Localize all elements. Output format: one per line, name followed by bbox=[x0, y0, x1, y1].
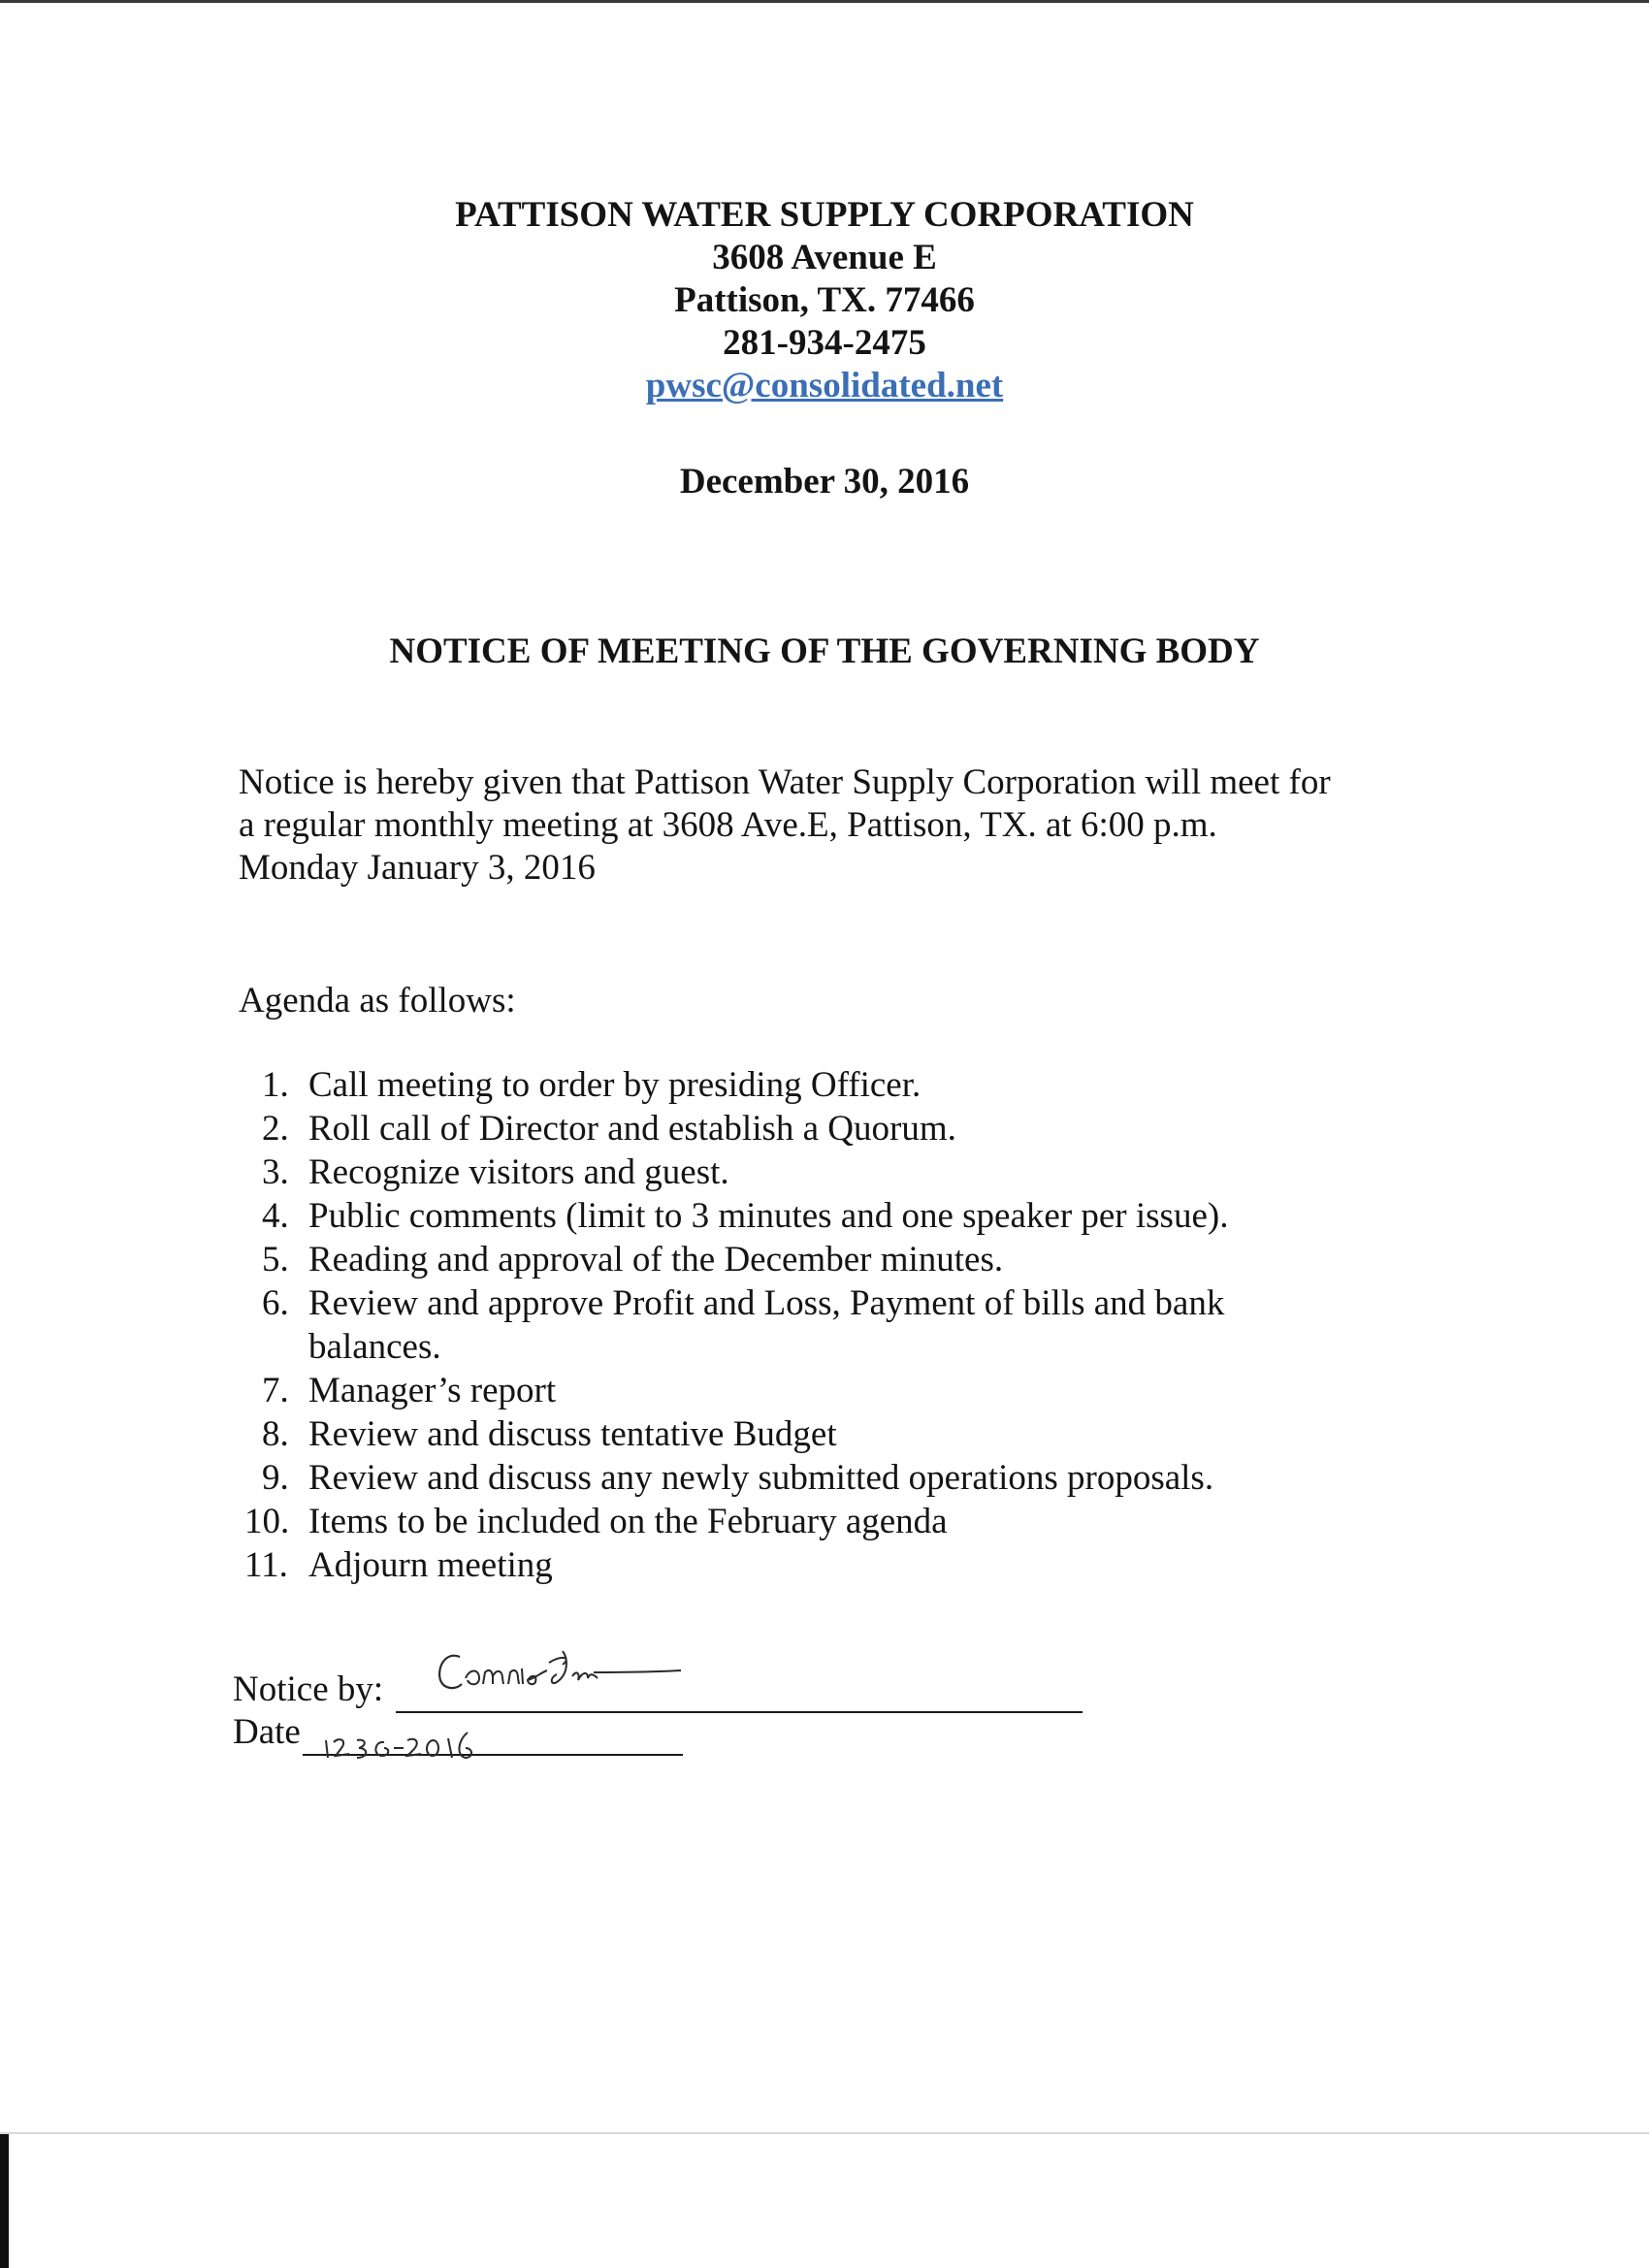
handwritten-date bbox=[320, 1719, 543, 1767]
notice-date: December 30, 2016 bbox=[679, 462, 970, 502]
agenda-item bbox=[239, 1150, 1403, 1194]
agenda-item-text: Manager’s report bbox=[308, 1371, 557, 1410]
agenda-item-text: Review and discuss any newly submitted operations proposals. bbox=[308, 1458, 1214, 1498]
scan-top-edge bbox=[0, 0, 1649, 3]
document-title: NOTICE OF MEETING OF THE GOVERNING BODY bbox=[389, 632, 1260, 671]
agenda-item bbox=[239, 1456, 1403, 1500]
agenda-item-text: Call meeting to order by presiding Officer. bbox=[308, 1065, 922, 1105]
agenda-item-text: Review and approve Profit and Loss, Payment of bills and bank balances. bbox=[308, 1283, 1225, 1367]
agenda-item bbox=[239, 1238, 1403, 1281]
agenda-item-text: Public comments (limit to 3 minutes and one speaker per issue). bbox=[308, 1196, 1229, 1236]
agenda-item bbox=[239, 1412, 1403, 1456]
organization-email-link[interactable]: pwsc@consolidated.net bbox=[645, 366, 1004, 405]
agenda-item-text: Recognize visitors and guest. bbox=[308, 1152, 729, 1192]
agenda-item-number: 7. bbox=[262, 1371, 289, 1410]
agenda-item bbox=[239, 1543, 1403, 1587]
agenda-item-text: Review and discuss tentative Budget bbox=[308, 1414, 837, 1454]
agenda-item-number: 9. bbox=[262, 1458, 289, 1498]
agenda-item-number: 1. bbox=[262, 1065, 289, 1105]
organization-address: 3608 Avenue E bbox=[712, 238, 937, 277]
notice-by-label: Notice by: bbox=[233, 1669, 384, 1709]
notice-paragraph bbox=[239, 761, 1451, 890]
signature-line bbox=[396, 1711, 1083, 1713]
scan-margin-shadow bbox=[0, 2134, 9, 2268]
agenda-item bbox=[239, 1369, 1403, 1412]
agenda-item bbox=[239, 1107, 1403, 1150]
agenda-item-number: 3. bbox=[262, 1152, 289, 1192]
agenda-item-number: 10. bbox=[244, 1502, 290, 1541]
agenda-list bbox=[239, 1063, 1403, 1587]
agenda-item bbox=[239, 1500, 1403, 1543]
agenda-item bbox=[239, 1194, 1403, 1238]
handwritten-signature bbox=[427, 1630, 689, 1707]
date-label: Date bbox=[233, 1712, 301, 1752]
agenda-item-number: 8. bbox=[262, 1414, 289, 1454]
agenda-item-number: 11. bbox=[244, 1545, 288, 1585]
notice-line: Notice is hereby given that Pattison Water Supply Corporation will meet for bbox=[239, 762, 1331, 802]
letterhead bbox=[0, 194, 1649, 407]
agenda-item bbox=[239, 1281, 1366, 1369]
agenda-item-text: Items to be included on the February agenda bbox=[308, 1502, 948, 1541]
agenda-item-text: Roll call of Director and establish a Quorum. bbox=[308, 1109, 956, 1149]
agenda-item bbox=[239, 1063, 1403, 1107]
agenda-item-text: Adjourn meeting bbox=[308, 1545, 553, 1585]
notice-line: a regular monthly meeting at 3608 Ave.E, Pattison, TX. at 6:00 p.m. bbox=[239, 805, 1217, 845]
agenda-item-number: 4. bbox=[262, 1196, 289, 1236]
agenda-item-text: Reading and approval of the December minutes. bbox=[308, 1240, 1004, 1280]
agenda-item-number: 6. bbox=[262, 1283, 289, 1323]
organization-city: Pattison, TX. 77466 bbox=[674, 280, 975, 320]
scan-page-edge bbox=[0, 2132, 1649, 2134]
organization-phone: 281-934-2475 bbox=[723, 323, 926, 363]
organization-name: PATTISON WATER SUPPLY CORPORATION bbox=[455, 195, 1194, 235]
agenda-item-number: 2. bbox=[262, 1109, 289, 1149]
agenda-intro: Agenda as follows: bbox=[239, 981, 516, 1021]
notice-line: Monday January 3, 2016 bbox=[239, 848, 596, 888]
agenda-item-number: 5. bbox=[262, 1240, 289, 1280]
